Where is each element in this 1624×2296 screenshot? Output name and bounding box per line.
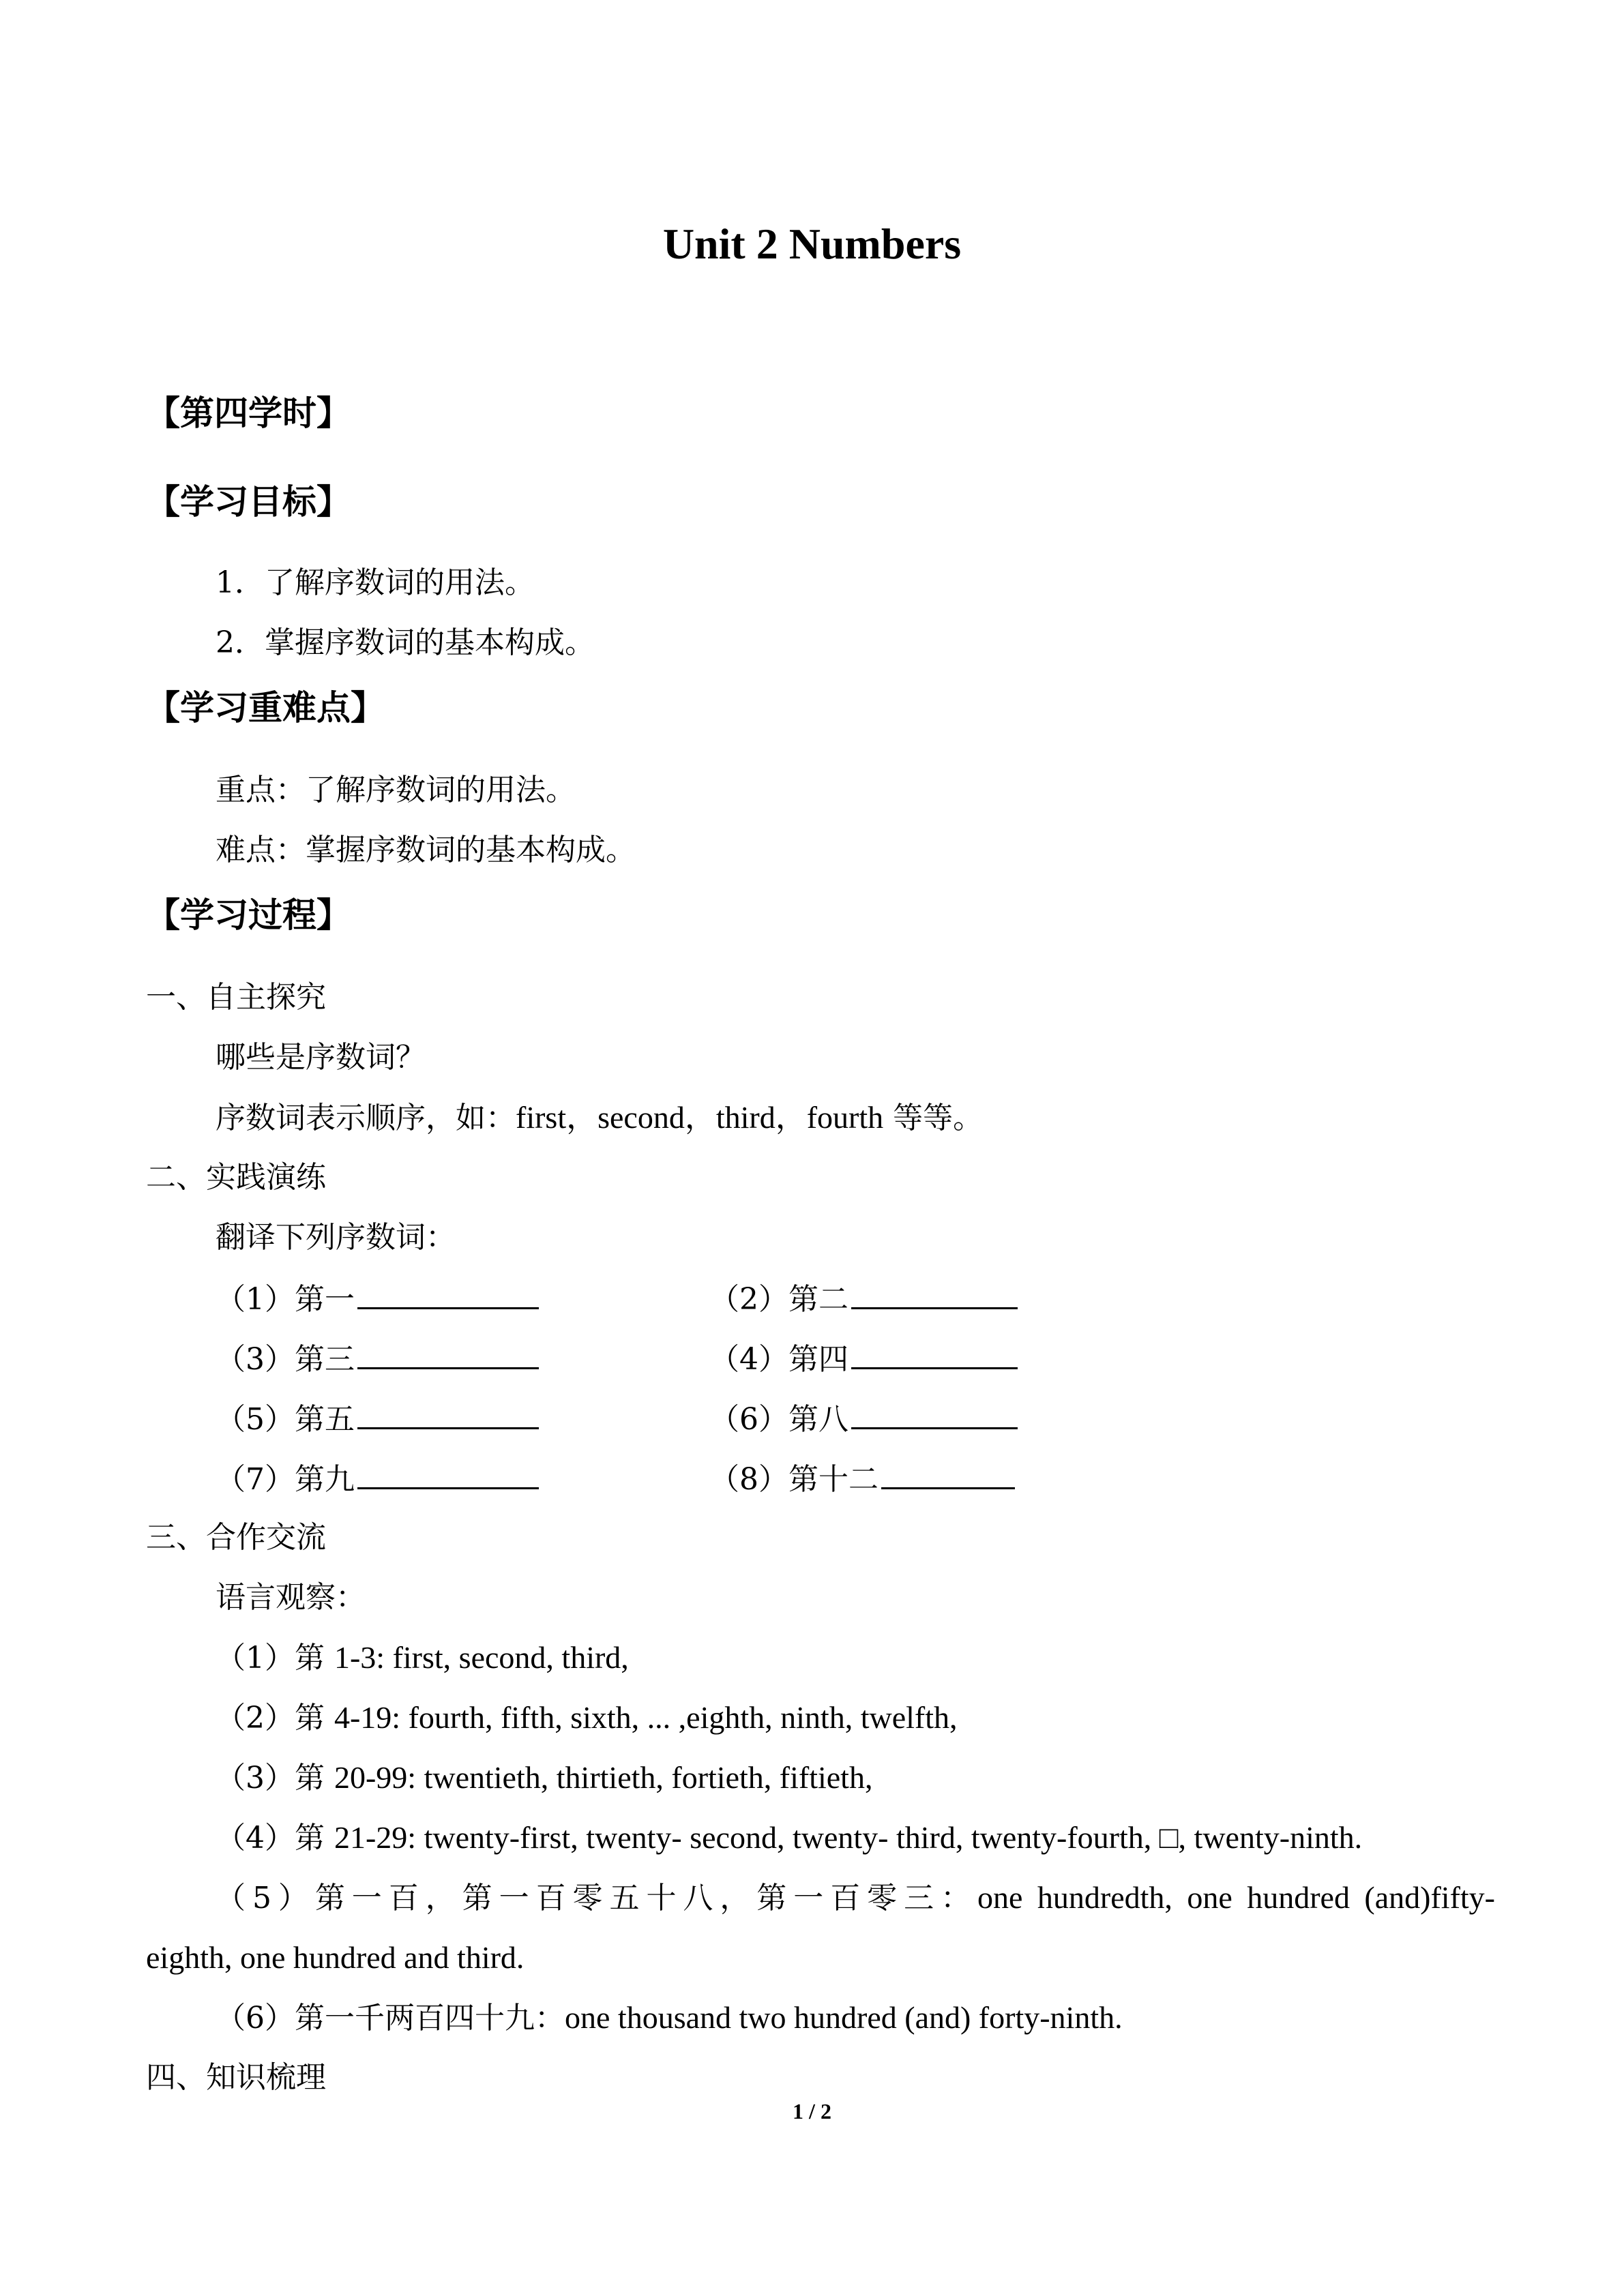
part2-instruction: 翻译下列序数词： [216,1220,456,1255]
answer-suffix: 等等。 [883,1101,984,1135]
observation-text: one hundredth, one hundred (and)fifty- [977,1880,1496,1915]
observation-text: 20-99: twentieth, thirtieth, fortieth, fiftieth, [334,1760,873,1795]
answer-blank[interactable] [357,1276,539,1309]
page-title: Unit 2 Numbers [662,220,962,268]
observation-continuation [146,1936,524,1980]
answer-blank[interactable] [881,1456,1015,1489]
answer-blank[interactable] [851,1276,1018,1309]
part1-heading: 一、自主探究 [146,980,326,1015]
answer-examples: first，second，third，fourth [516,1100,884,1135]
observation-line [216,1756,872,1800]
observation-line [216,1816,1362,1860]
exercise-label: （6）第八 [709,1402,848,1437]
answer-prefix: 序数词表示顺序，如： [216,1101,516,1135]
observation-prefix: （1）第 [216,1641,334,1675]
part4-heading: 四、知识梳理 [146,2060,326,2095]
part2-heading: 二、实践演练 [146,1160,326,1195]
part3-intro: 语言观察： [216,1580,366,1615]
exercise-item [216,1456,539,1502]
observation-line [216,1996,1123,2040]
objective-item: 1．了解序数词的用法。 [216,565,535,600]
exercise-item [216,1336,539,1382]
objectives-heading: 【学习目标】 [146,482,351,522]
exercise-label: （2）第二 [709,1282,848,1317]
observation-line [216,1696,958,1740]
observation-line [216,1876,1495,1920]
observation-prefix: （2）第 [216,1701,334,1735]
exercise-item [709,1456,1015,1502]
observation-text: eighth, one hundred and third. [146,1940,525,1975]
page-number: 1 / 2 [793,2099,831,2123]
answer-blank[interactable] [357,1456,539,1489]
exercise-item [709,1396,1018,1442]
observation-prefix: （5）第一百，第一百零五十八，第一百零三： [216,1881,978,1915]
objective-item: 2．掌握序数词的基本构成。 [216,625,595,660]
answer-blank[interactable] [851,1336,1018,1369]
observation-text: 21-29: twenty-first, twenty- second, twenty- third, twenty-fourth, □, twenty-ninth. [334,1820,1363,1855]
observation-prefix: （4）第 [216,1821,334,1855]
observation-text: 4-19: fourth, fifth, sixth, ... ,eighth, ninth, twelfth, [334,1700,958,1735]
exercise-label: （8）第十二 [709,1462,879,1497]
part3-heading: 三、合作交流 [146,1520,326,1555]
part1-question: 哪些是序数词？ [216,1040,426,1075]
exercise-item [709,1336,1018,1382]
lesson-heading: 【第四学时】 [146,393,351,433]
observation-prefix: （6）第一千两百四十九： [216,2001,565,2036]
exercise-item [709,1276,1018,1322]
exercise-label: （4）第四 [709,1342,848,1377]
keypoint-item: 难点：掌握序数词的基本构成。 [216,833,636,867]
answer-blank[interactable] [851,1396,1018,1429]
answer-blank[interactable] [357,1336,539,1369]
keypoint-item: 重点：了解序数词的用法。 [216,773,576,807]
answer-blank[interactable] [357,1396,539,1429]
observation-text: one thousand two hundred (and) forty-ninth. [565,2000,1123,2035]
exercise-label: （1）第一 [216,1282,355,1317]
process-heading: 【学习过程】 [146,895,351,935]
exercise-item [216,1396,539,1442]
exercise-label: （7）第九 [216,1462,355,1497]
part1-answer [216,1096,983,1140]
keypoints-heading: 【学习重难点】 [146,688,385,728]
exercise-label: （5）第五 [216,1402,355,1437]
exercise-item [216,1276,539,1322]
exercise-label: （3）第三 [216,1342,355,1377]
observation-line [216,1636,629,1680]
observation-prefix: （3）第 [216,1761,334,1795]
observation-text: 1-3: first, second, third, [334,1640,629,1675]
